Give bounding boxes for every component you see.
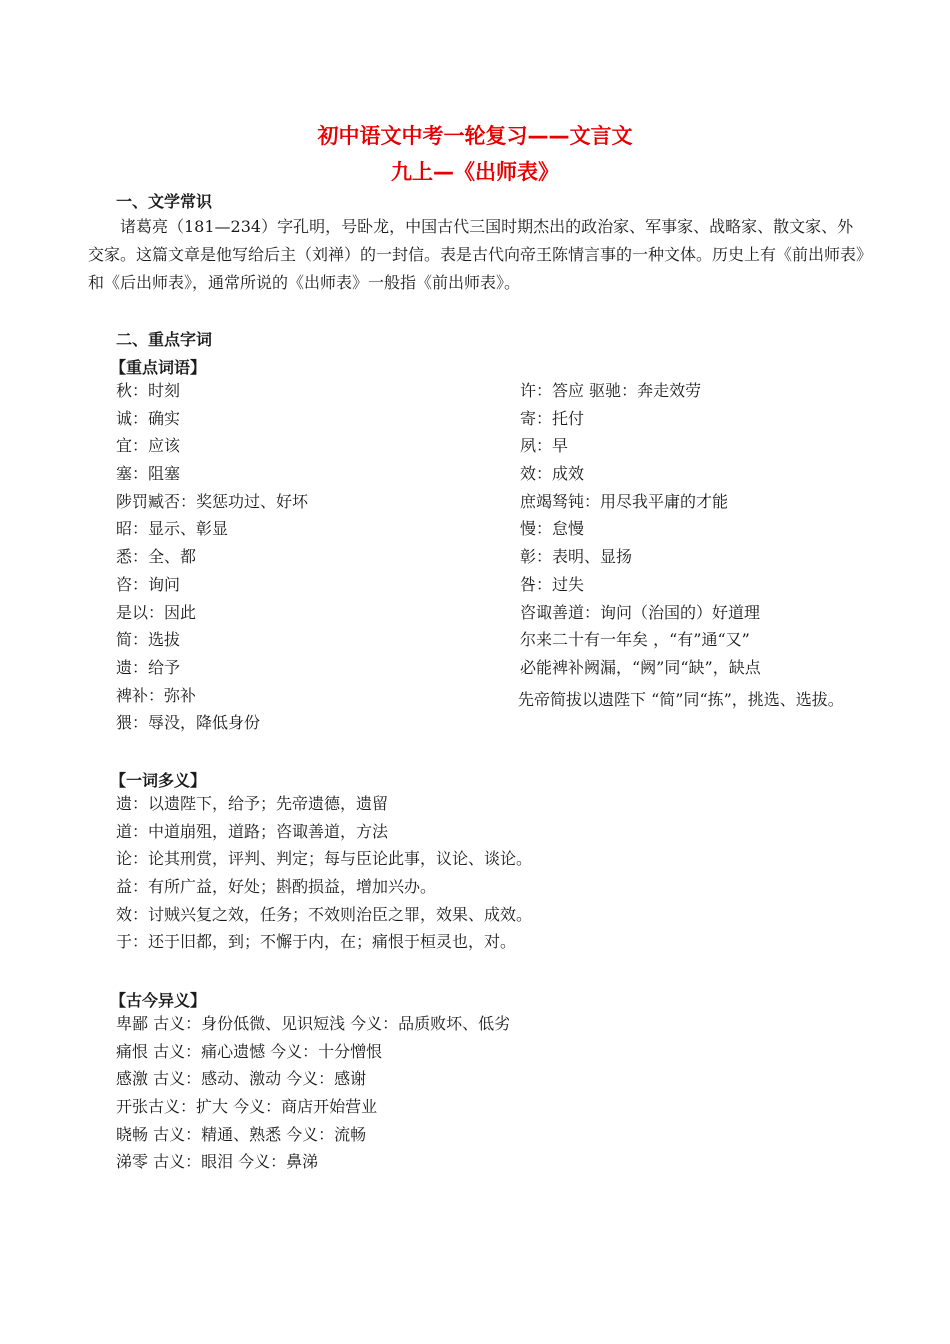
section-heading-literary-knowledge: 一、文学常识 bbox=[116, 192, 213, 211]
key-term-item: 庶竭驽钝：用尽我平庸的才能 bbox=[520, 491, 729, 511]
key-term-item: 塞：阻塞 bbox=[116, 464, 181, 484]
ancient-modern-item: 感激 古义：感动、激动 今义：感谢 bbox=[116, 1069, 367, 1089]
key-term-item: 慢：怠慢 bbox=[520, 519, 585, 539]
key-term-item: 是以：因此 bbox=[116, 602, 197, 622]
key-term-item: 简：选拔 bbox=[116, 630, 181, 650]
ancient-modern-item: 开张古义：扩大 今义：商店开始营业 bbox=[116, 1097, 378, 1117]
key-term-item: 遗：给予 bbox=[116, 657, 181, 677]
polysemy-item: 效：讨贼兴复之效，任务；不效则治臣之罪，效果、成效。 bbox=[116, 904, 533, 924]
ancient-modern-item: 卑鄙 古义：身份低微、见识短浅 今义：品质败坏、低劣 bbox=[116, 1014, 511, 1033]
polysemy-item: 于：还于旧都，到；不懈于内，在；痛恨于桓灵也，对。 bbox=[116, 932, 517, 952]
subheading-polysemy: 【一词多义】 bbox=[110, 771, 207, 790]
polysemy-item: 益：有所广益，好处；斟酌损益，增加兴办。 bbox=[116, 877, 437, 897]
ancient-modern-list bbox=[116, 1010, 510, 1176]
key-term-item: 咨：询问 bbox=[116, 574, 181, 594]
key-term-item: 猥：辱没，降低身份 bbox=[116, 713, 261, 733]
polysemy-item: 遗：以遗陛下，给予；先帝遗德，遗留 bbox=[116, 794, 389, 813]
document-title: 初中语文中考一轮复习——文言文 bbox=[317, 124, 633, 148]
section-heading-key-words: 二、重点字词 bbox=[116, 330, 213, 349]
key-terms-right-column bbox=[520, 377, 761, 682]
ancient-modern-item: 涕零 古义：眼泪 今义：鼻涕 bbox=[116, 1152, 319, 1172]
polysemy-item: 论：论其刑赏，评判、判定；每与臣论此事，议论、谈论。 bbox=[116, 849, 533, 869]
key-term-item: 宜：应该 bbox=[116, 436, 181, 456]
subheading-ancient-modern: 【古今异义】 bbox=[110, 991, 207, 1010]
polysemy-list bbox=[116, 790, 532, 956]
ancient-modern-item: 痛恨 古义：痛心遗憾 今义：十分憎恨 bbox=[116, 1041, 383, 1061]
polysemy-item: 道：中道崩殂，道路；咨诹善道，方法 bbox=[116, 821, 389, 841]
ancient-modern-item: 晓畅 古义：精通、熟悉 今义：流畅 bbox=[116, 1124, 367, 1144]
key-term-item: 彰：表明、显扬 bbox=[520, 547, 633, 567]
key-term-item: 裨补：弥补 bbox=[116, 685, 197, 705]
key-term-item: 咨诹善道：询问（治国的）好道理 bbox=[520, 602, 761, 622]
key-term-item: 悉：全、都 bbox=[116, 547, 197, 567]
key-term-item: 必能裨补阙漏，“阙”同“缺”，缺点 bbox=[520, 657, 761, 677]
key-term-item: 秋：时刻 bbox=[116, 381, 181, 400]
key-terms-left-column bbox=[116, 377, 308, 737]
key-term-item: 许：答应 驱驰：奔走效劳 bbox=[520, 381, 702, 400]
key-term-item: 诚：确实 bbox=[116, 408, 181, 428]
key-term-item: 昭：显示、彰显 bbox=[116, 519, 229, 539]
key-term-item-wrapped: 先帝简拔以遗陛下 “简”同“拣”，挑选、选拔。 bbox=[518, 690, 844, 709]
key-term-item: 寄：托付 bbox=[520, 408, 585, 428]
key-term-item: 效：成效 bbox=[520, 464, 585, 484]
literary-knowledge-paragraph: 诸葛亮（181—234）字孔明，号卧龙，中国古代三国时期杰出的政治家、军事家、战略家、散文家、外交家。这篇文章是他写给后主（刘禅）的一封信。表是古代向帝王陈情言事的一种文体。历史上有《前出师表》和《后出师表》，通常所说的《出师表》一般指《前出师表》。 bbox=[88, 217, 865, 292]
subheading-key-terms: 【重点词语】 bbox=[110, 358, 207, 377]
document-subtitle: 九上—《出师表》 bbox=[391, 160, 559, 184]
key-term-item: 夙：早 bbox=[520, 436, 569, 456]
key-term-item: 陟罚臧否：奖惩功过、好坏 bbox=[116, 491, 309, 511]
key-term-item: 尔来二十有一年矣 ，“有”通“又” bbox=[520, 630, 750, 650]
key-term-item: 咎：过失 bbox=[520, 574, 585, 594]
